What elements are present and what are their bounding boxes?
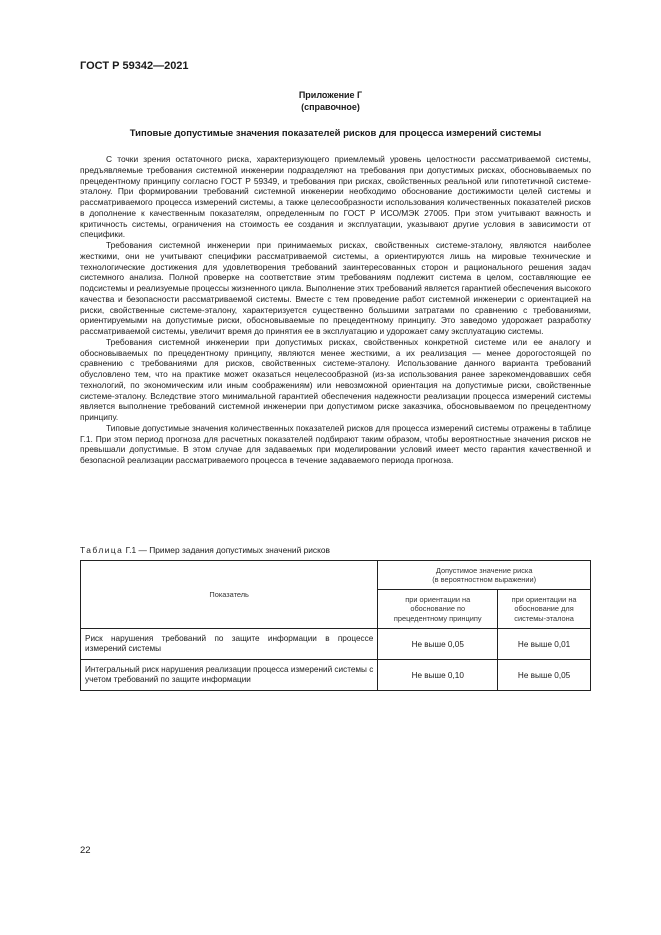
header-indicator: Показатель xyxy=(81,561,378,629)
table-row xyxy=(81,660,591,691)
table-caption xyxy=(80,545,330,555)
paragraph: Требования системной инженерии при допустимых рисках, свойственных конкретной системе или ее аналогу и обосновываемых по прецедентному принципу, являются менее жесткими, а их реализация — менее дорогостоящей по сравнению с требованиями для рисков, свойственных системе-эталону. Использование данного варианта требований обусловлено тем, что на практике может оказаться нецелесообразной (из-за использования ранее зарекомендовавших себя технологий, по экономическим или иным соображениям) или невозможной ориентация на допустимые риски, свойственные системе-эталону. Вследствие этого минимальной гарантией обеспечения надежности реализации процесса измерений системы является выполнение требований системной инженерии при допустимом риске заказчика, обосновываемом по прецедентному принципу. xyxy=(80,336,591,422)
table-caption-word: Таблица xyxy=(80,545,124,555)
table-caption-text: Г.1 — Пример задания допустимых значений рисков xyxy=(123,545,330,555)
body-text xyxy=(80,154,591,466)
header-reference: при ориентации на обоснование для системы-эталона xyxy=(498,590,591,629)
paragraph: Типовые допустимые значения количественных показателей рисков для процесса измерений системы отражены в таблице Г.1. При этом период прогноза для расчетных показателей подбирают таким образом, чтобы вероятностные значения рисков не превышали допустимые. В этом случае для задаваемых при моделировании условий имеет место гарантия качественной и безопасной реализации рассматриваемого процесса в течение задаваемого периода прогноза. xyxy=(80,422,591,465)
row-value-precedent: Не выше 0,10 xyxy=(378,660,498,691)
row-value-precedent: Не выше 0,05 xyxy=(378,629,498,660)
table-header-row xyxy=(81,561,591,590)
section-title: Типовые допустимые значения показателей рисков для процесса измерений системы xyxy=(129,128,542,139)
page-number: 22 xyxy=(80,845,91,856)
paragraph: Требования системной инженерии при принимаемых рисках, свойственных системе-эталону, являются наиболее жесткими, они не учитывают специфики рассматриваемой системы, а ориентируются лишь на мировые технические и технологические достижения для удовлетворения требований заинтересованных сторон и рационального решения задач системного анализа. Полной проверке на соответствие этим требованиям подлежит система в целом, составляющие ее подсистемы и реализуемые процессы жизненного цикла. Выполнение этих требований является гарантией обеспечения высокого качества и безопасности рассматриваемой системы. Вместе с тем проведение работ системной инженерии с ориентацией на риски, свойственные системе-эталону, характеризуется существенно большими затратами по сравнению с требованиями, ориентируемыми на допустимые риски, обосновываемые по прецедентному принципу. Это заведомо удорожает разработку рассматриваемой системы, увеличит время до принятия ее в эксплуатацию и удорожает саму эксплуатацию системы. xyxy=(80,240,591,336)
table-row xyxy=(81,629,591,660)
annex-note: (справочное) xyxy=(301,102,360,112)
risk-table xyxy=(80,560,591,691)
standard-number: ГОСТ Р 59342—2021 xyxy=(80,60,189,72)
row-label: Интегральный риск нарушения реализации процесса измерений системы с учетом требований по защите информации xyxy=(81,660,378,691)
paragraph: С точки зрения остаточного риска, характеризующего приемлемый уровень целостности рассматриваемой системы, предъявляемые требования системной инженерии подразделяют на требования при допустимых рисках, обосновываемых по прецедентному принципу согласно ГОСТ Р 59349, и требования при рисках, свойственных реальной или гипотетичной системе-эталону. При формировании требований системной инженерии необходимо обоснование достижимости целей системы и рассматриваемого процесса измерений системы, а также целесообразности использования количественных показателей рисков в дополнение к качественным показателям, определенным по ГОСТ Р ИСО/МЭК 27005. При этом учитывают важность и критичность системы, ограничения на стоимость ее создания и эксплуатации, указывают другие условия в зависимости от специфики. xyxy=(80,154,591,240)
annex-title: Приложение Г xyxy=(298,90,363,100)
row-value-reference: Не выше 0,01 xyxy=(498,629,591,660)
header-group: Допустимое значение риска (в вероятностном выражении) xyxy=(378,561,591,590)
header-precedent: при ориентации на обоснование по прецедентному принципу xyxy=(378,590,498,629)
row-label: Риск нарушения требований по защите информации в процессе измерений системы xyxy=(81,629,378,660)
row-value-reference: Не выше 0,05 xyxy=(498,660,591,691)
